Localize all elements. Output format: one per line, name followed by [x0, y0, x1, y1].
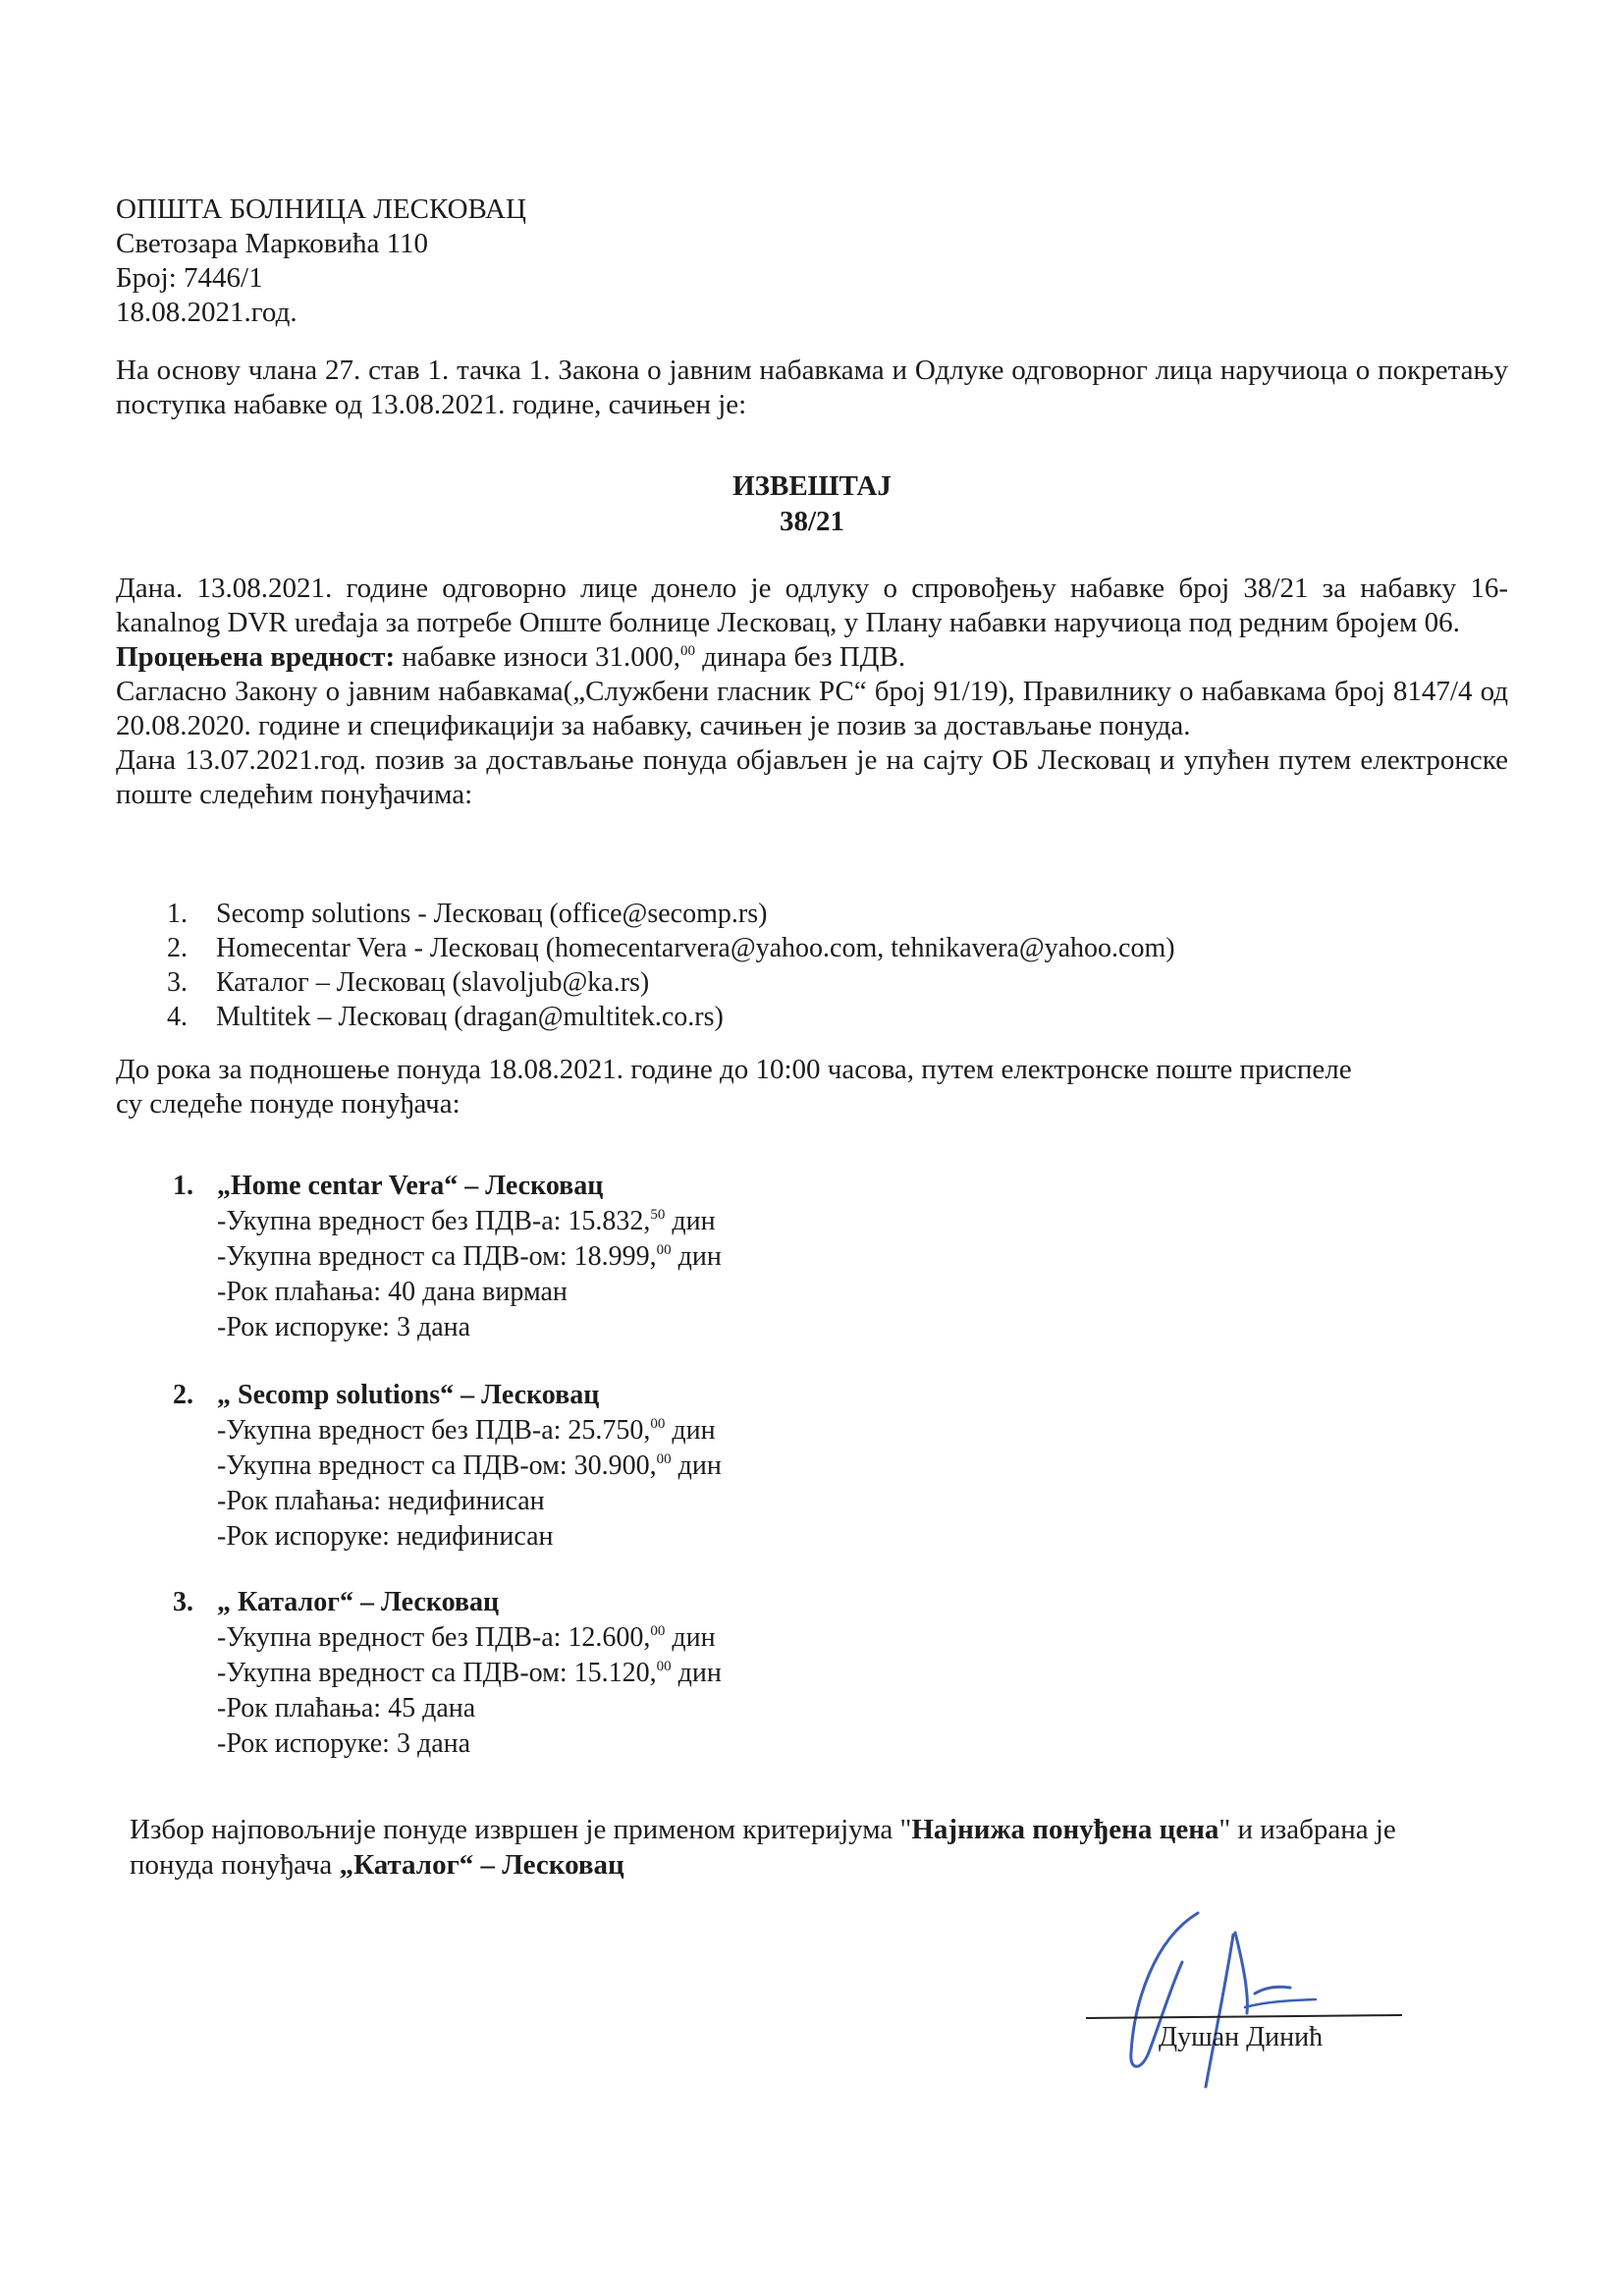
- offer-bidder: „Home centar Vera“ – Лесковац: [217, 1171, 604, 1201]
- offer-gross-decimals: 00: [656, 1242, 672, 1258]
- offer-net-value: [173, 1413, 722, 1449]
- offer-bidder: „ Каталог“ – Лесковац: [217, 1587, 500, 1617]
- bidder-contact: Multitek – Лесковац (dragan@multitek.co.rs): [216, 1002, 724, 1032]
- list-item: [167, 1000, 1175, 1034]
- conclusion-line: [130, 1847, 1524, 1883]
- offer-delivery-term: -Рок испоруке: недифинисан: [217, 1521, 554, 1552]
- organization-address: Светозара Марковића 110: [116, 228, 429, 259]
- document-date: 18.08.2021.год.: [116, 297, 298, 328]
- offer-net-label: -Укупна вредност без ПДВ-а: 15.832,: [217, 1206, 651, 1236]
- offer-heading: [173, 1585, 722, 1620]
- offer-gross-label: -Укупна вредност са ПДВ-ом: 18.999,: [217, 1241, 657, 1272]
- legal-basis-paragraph: Сагласно Закону о јавним набавкама(„Службени гласник РС“ број 91/19), Правилнику о набавкама број 8147/4 од 20.08.2020. године и спецификацији за набавку, сачињен је позив за достављање понуда.: [116, 676, 1508, 741]
- estimated-value-label: Процењена вредност:: [116, 641, 396, 673]
- bidder-contact: Homecentar Vera - Лесковац (homecentarvera@yahoo.com, tehnikavera@yahoo.com): [216, 933, 1175, 963]
- conclusion-line: [130, 1812, 1524, 1847]
- offer-payment-term: -Рок плаћања: 45 дана: [217, 1693, 476, 1723]
- signatory-name: Душан Динић: [1159, 2022, 1324, 2052]
- invited-bidders-list: [167, 897, 1175, 1034]
- offer-gross-decimals: 00: [656, 1659, 672, 1674]
- offer-gross-unit: дин: [671, 1450, 722, 1481]
- offer-heading: [173, 1169, 722, 1204]
- offer-bidder: „ Secomp solutions“ – Лесковац: [217, 1380, 600, 1410]
- offer-net-unit: дин: [665, 1206, 716, 1236]
- estimated-value-text: набавке износи 31.000,: [402, 641, 680, 673]
- offer-block: [173, 1378, 722, 1555]
- list-number: 1.: [167, 899, 188, 929]
- offer-gross-decimals: 00: [656, 1451, 672, 1467]
- estimated-value: [116, 640, 1508, 675]
- offer-block: [173, 1169, 722, 1345]
- offer-gross-value: [173, 1449, 722, 1484]
- offer-net-value: [173, 1620, 722, 1656]
- offer-gross-value: [173, 1656, 722, 1691]
- offer-number: 1.: [173, 1171, 193, 1201]
- decision-paragraph: Дана. 13.08.2021. године одговорно лице донело је одлуку о спровођењу набавке број 38/21 за набавку 16-kanalnog DVR uređaja за потребе Опште болнице Лесковац, у Плану набавки наручиоца под редним бројем 06.: [116, 573, 1508, 638]
- document-number: Број: 7446/1: [116, 262, 263, 294]
- offer-payment-term: -Рок плаћања: 40 дана вирман: [217, 1277, 568, 1307]
- bidder-contact: Каталог – Лесковац (slavoljub@ka.rs): [216, 967, 650, 998]
- bidder-contact: Secomp solutions - Лесковац (office@secomp.rs): [216, 899, 768, 929]
- selection-criterion: Најнижа понуђена цена: [911, 1814, 1219, 1845]
- letterhead: [116, 192, 526, 330]
- list-number: 2.: [167, 933, 188, 963]
- offer-delivery-term: -Рок испоруке: 3 дана: [217, 1728, 471, 1759]
- handwritten-signature: [1080, 1905, 1414, 2102]
- estimated-value-tail: динара без ПДВ.: [702, 641, 906, 673]
- offer-number: 2.: [173, 1380, 193, 1410]
- offer-net-value: [173, 1204, 722, 1239]
- offer-number: 3.: [173, 1587, 193, 1617]
- offer-gross-unit: дин: [671, 1241, 722, 1272]
- list-item: [167, 965, 1175, 1000]
- report-title: ИЗВЕШТАЈ: [732, 470, 892, 502]
- offer-net-label: -Укупна вредност без ПДВ-а: 25.750,: [217, 1415, 651, 1446]
- conclusion-text: Избор најповољније понуде извршен је применом критеријума ": [130, 1814, 912, 1845]
- report-body: [116, 572, 1508, 812]
- conclusion-text: понуда понуђача: [130, 1849, 340, 1881]
- list-item: [167, 897, 1175, 931]
- estimated-value-decimals: 00: [679, 643, 695, 659]
- received-offers-intro: [116, 1053, 1508, 1121]
- offer-gross-unit: дин: [671, 1658, 722, 1688]
- offer-net-label: -Укупна вредност без ПДВ-а: 12.600,: [217, 1622, 651, 1653]
- offer-net-unit: дин: [665, 1622, 716, 1653]
- offer-net-unit: дин: [665, 1415, 716, 1446]
- received-intro-line: До рока за подношење понуда 18.08.2021. године до 10:00 часова, путем електронске поште приспеле: [116, 1054, 1352, 1085]
- offer-heading: [173, 1378, 722, 1413]
- selected-bidder: „Каталог“ – Лесковац: [339, 1849, 624, 1881]
- list-number: 3.: [167, 967, 188, 998]
- offer-delivery-term: -Рок испоруке: 3 дана: [217, 1312, 471, 1342]
- selection-conclusion: [130, 1812, 1524, 1883]
- conclusion-text: " и изабрана је: [1218, 1814, 1396, 1845]
- list-item: [167, 931, 1175, 965]
- offer-payment-term: -Рок плаћања: недифинисан: [217, 1486, 545, 1516]
- list-number: 4.: [167, 1002, 188, 1032]
- offer-net-decimals: 50: [650, 1207, 666, 1223]
- offer-gross-value: [173, 1239, 722, 1275]
- intro-paragraph: На основу члана 27. став 1. тачка 1. Закона о јавним набавкама и Одлуке одговорног лица наручиоца о покретању поступка набавке од 13.08.2021. године, сачињен је:: [116, 355, 1508, 420]
- received-intro-line: су следеће понуде понуђача:: [116, 1088, 460, 1120]
- organization-name: ОПШТА БОЛНИЦА ЛЕСКОВАЦ: [116, 193, 526, 225]
- offer-net-decimals: 00: [650, 1623, 666, 1639]
- report-number: 38/21: [779, 506, 845, 537]
- invitation-paragraph: Дана 13.07.2021.год. позив за достављање понуда објављен је на сајту ОБ Лесковац и упућен путем електронске поште следећим понуђачима:: [116, 744, 1508, 810]
- offer-net-decimals: 00: [650, 1416, 666, 1432]
- offer-gross-label: -Укупна вредност са ПДВ-ом: 30.900,: [217, 1450, 657, 1481]
- offer-gross-label: -Укупна вредност са ПДВ-ом: 15.120,: [217, 1658, 657, 1688]
- offer-block: [173, 1585, 722, 1762]
